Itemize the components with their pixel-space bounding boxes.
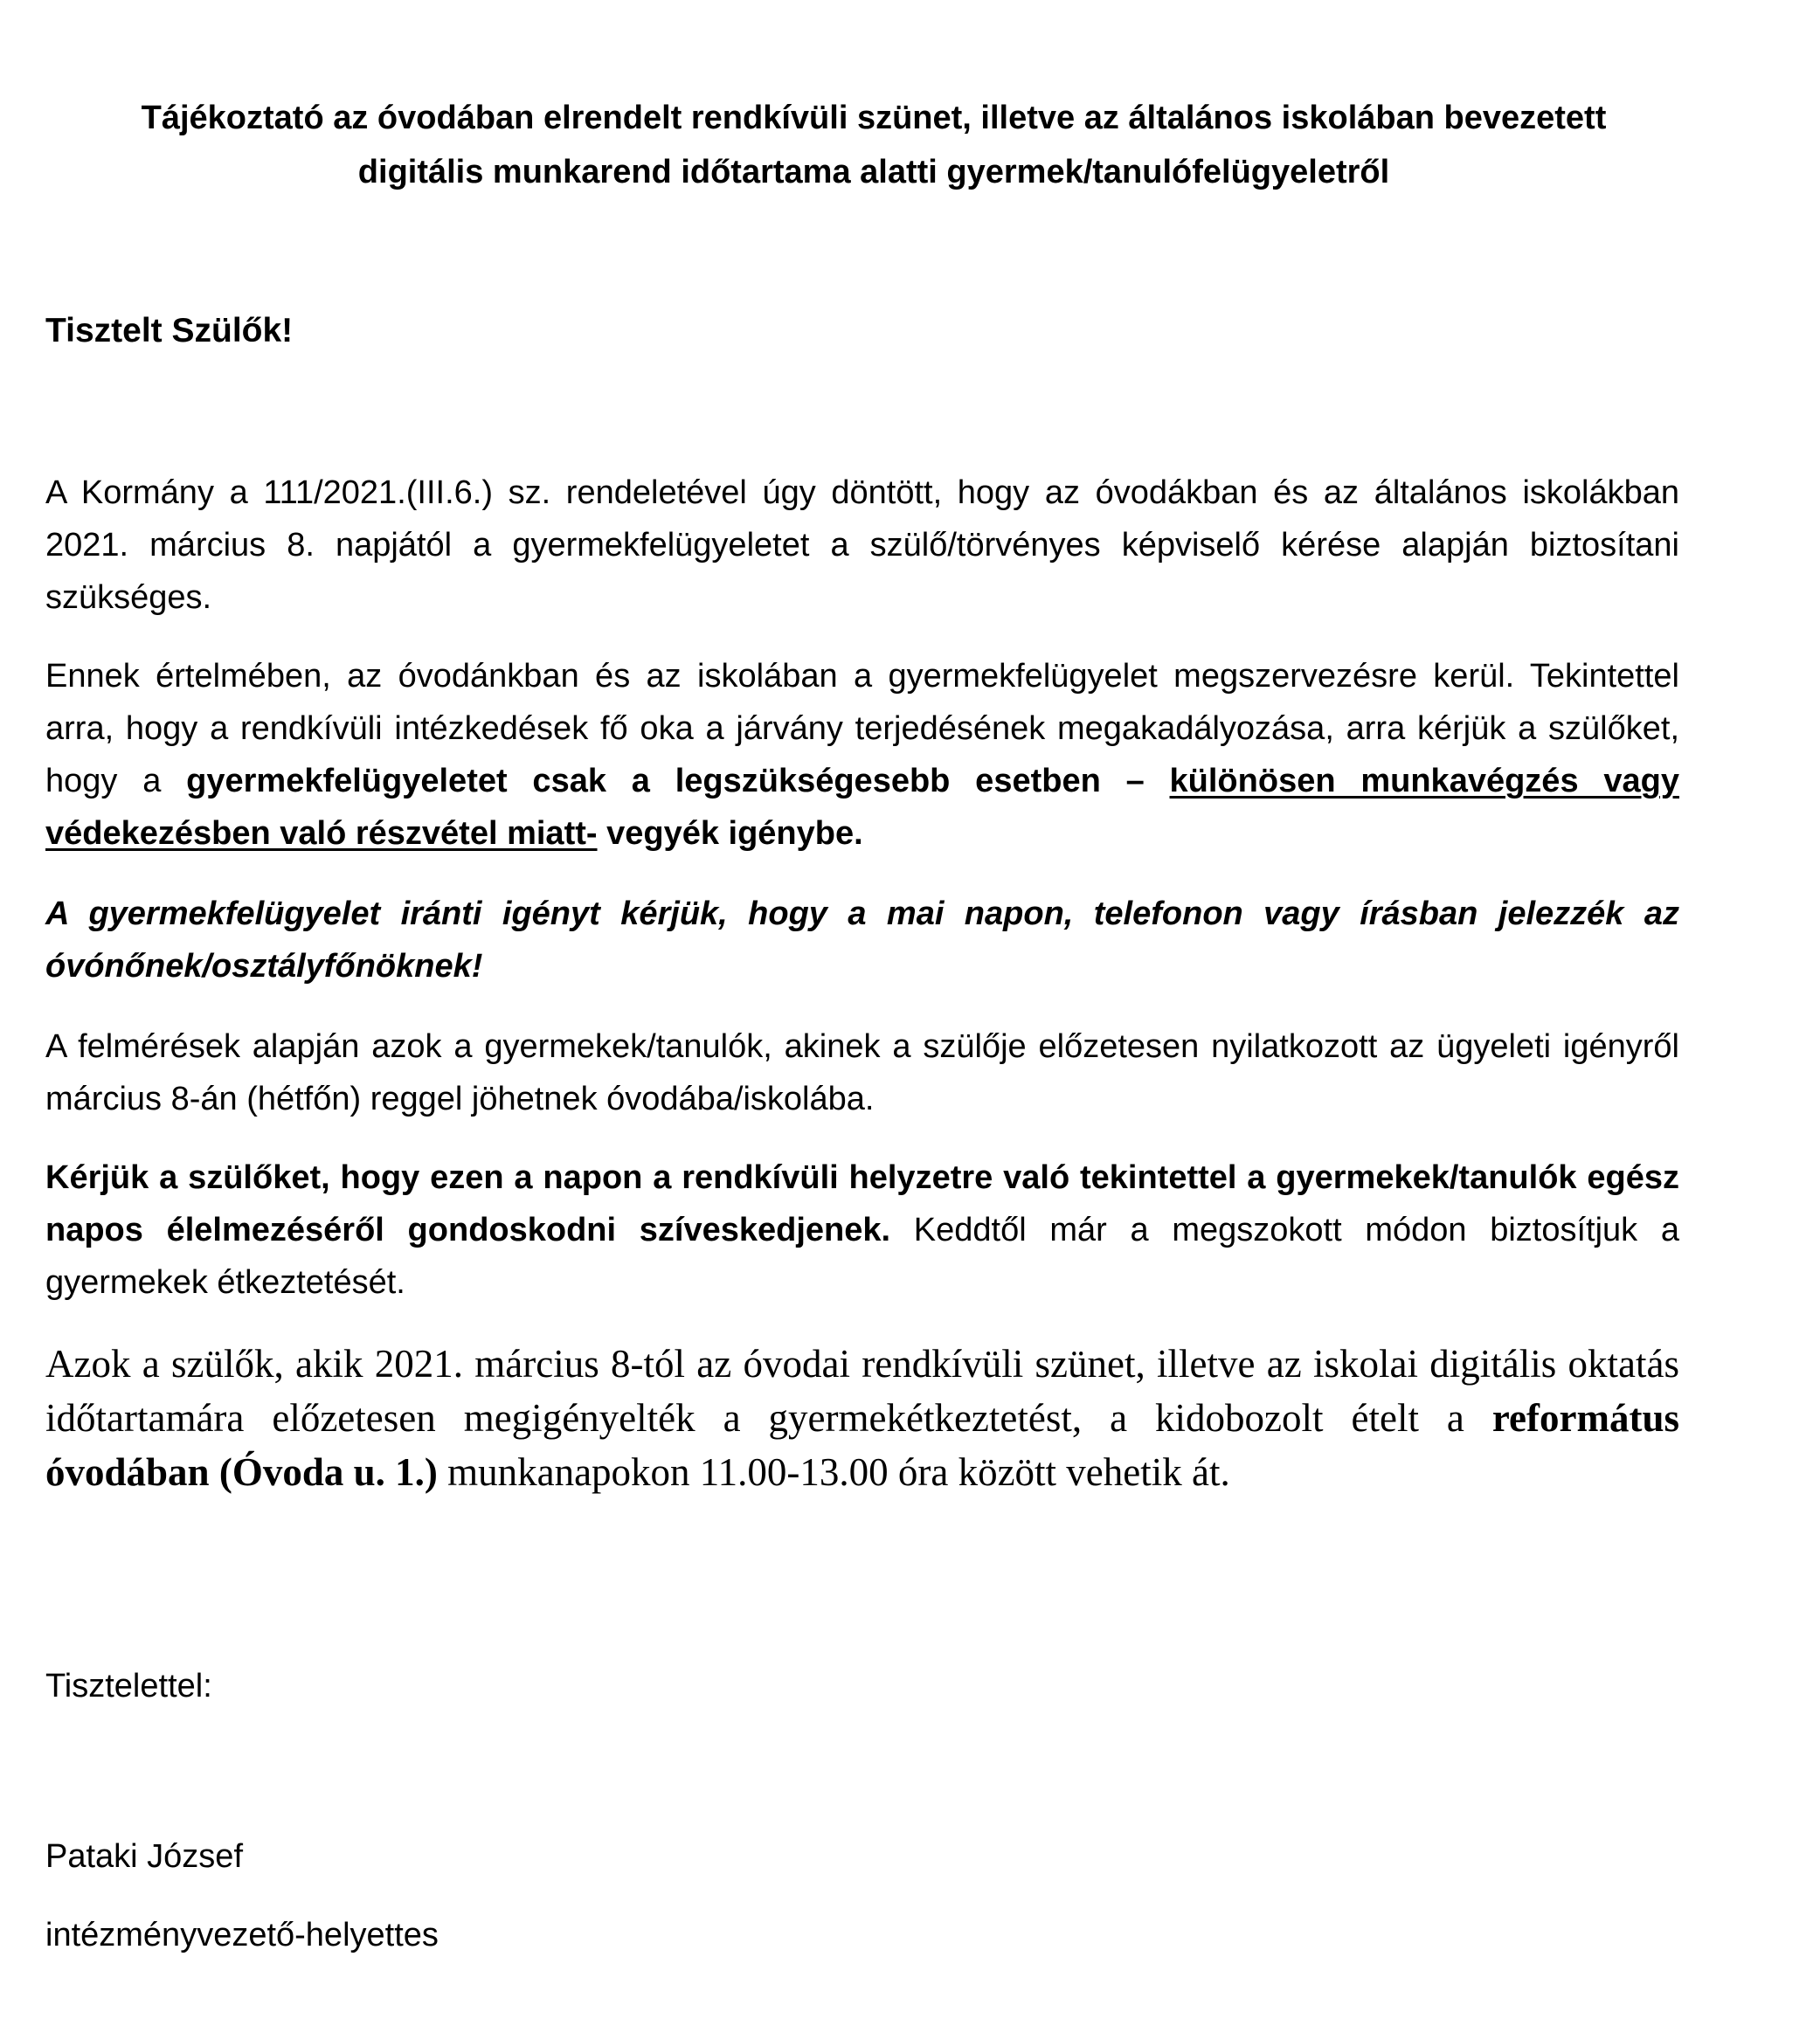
paragraph-meals-text: Keddtől már a megszokott módon biztosítjuk a gyermekek étkeztetését. <box>45 1212 1679 1301</box>
paragraph-decree: A Kormány a 111/2021.(III.6.) sz. rendeletével úgy döntött, hogy az óvodákban és az általános iskolákban 2021. március 8. napjától a gyermekfelügyeletet a szülő/törvényes képviselő kérése alapján biztosítani szükséges. <box>45 474 1679 616</box>
paragraph-food-pickup-tail: munkanapokon 11.00-13.00 óra között vehetik át. <box>437 1450 1230 1494</box>
salutation: Tisztelt Szülők! <box>45 312 294 349</box>
paragraph-meals-bold: Kérjük a szülőket, hogy ezen a napon a rendkívüli helyzetre való tekintettel a gyermekek/tanulók egész napos élelmezéséről gondoskodni szíveskedjenek. <box>45 1159 1679 1248</box>
paragraph-survey: A felmérések alapján azok a gyermekek/tanulók, akinek a szülője előzetesen nyilatkozott az ügyeleti igényről március 8-án (hétfőn) reggel jöhetnek óvodába/iskolába. <box>45 1028 1679 1117</box>
title-line-1: Tájékoztató az óvodában elrendelt rendkívüli szünet, illetve az általános iskolában bevezetett <box>141 100 1607 136</box>
paragraph-request-notice: A gyermekfelügyelet iránti igényt kérjük, hogy a mai napon, telefonon vagy írásban jelezzék az óvónőnek/osztályfőnöknek! <box>45 895 1679 985</box>
paragraph-supervision-bold-tail: vegyék igénybe. <box>597 815 863 852</box>
paragraph-supervision-bold: gyermekfelügyeletet csak a legszükségesebb esetben – <box>186 763 1170 799</box>
paragraph-food-pickup-location: református óvodában (Óvoda u. 1.) <box>45 1396 1679 1494</box>
paragraph-meals <box>45 1151 1679 1309</box>
signer-role: intézményvezető-helyettes <box>45 1917 439 1953</box>
paragraph-supervision <box>45 650 1679 860</box>
paragraph-supervision-underlined: különösen munkavégzés vagy védekezésben való részvétel miatt- <box>45 763 1679 852</box>
paragraph-food-pickup-text: Azok a szülők, akik 2021. március 8-tól az óvodai rendkívüli szünet, illetve az iskolai digitális oktatás időtartamára előzetesen megigényelték a gyermekétkeztetést, a kidobozolt ételt a <box>45 1342 1679 1440</box>
signer-name: Pataki József <box>45 1838 243 1875</box>
paragraph-food-pickup <box>45 1337 1679 1499</box>
title-line-2: digitális munkarend időtartama alatti gyermek/tanulófelügyeletről <box>357 154 1390 190</box>
paragraph-supervision-text: Ennek értelmében, az óvodánkban és az iskolában a gyermekfelügyelet megszervezésre kerül. Tekintettel arra, hogy a rendkívüli intézkedések fő oka a járvány terjedésének megakadályozása, arra kérjük a szülőket, hogy a <box>45 658 1679 799</box>
closing-greeting: Tisztelettel: <box>45 1668 212 1704</box>
document-title <box>79 91 1669 199</box>
